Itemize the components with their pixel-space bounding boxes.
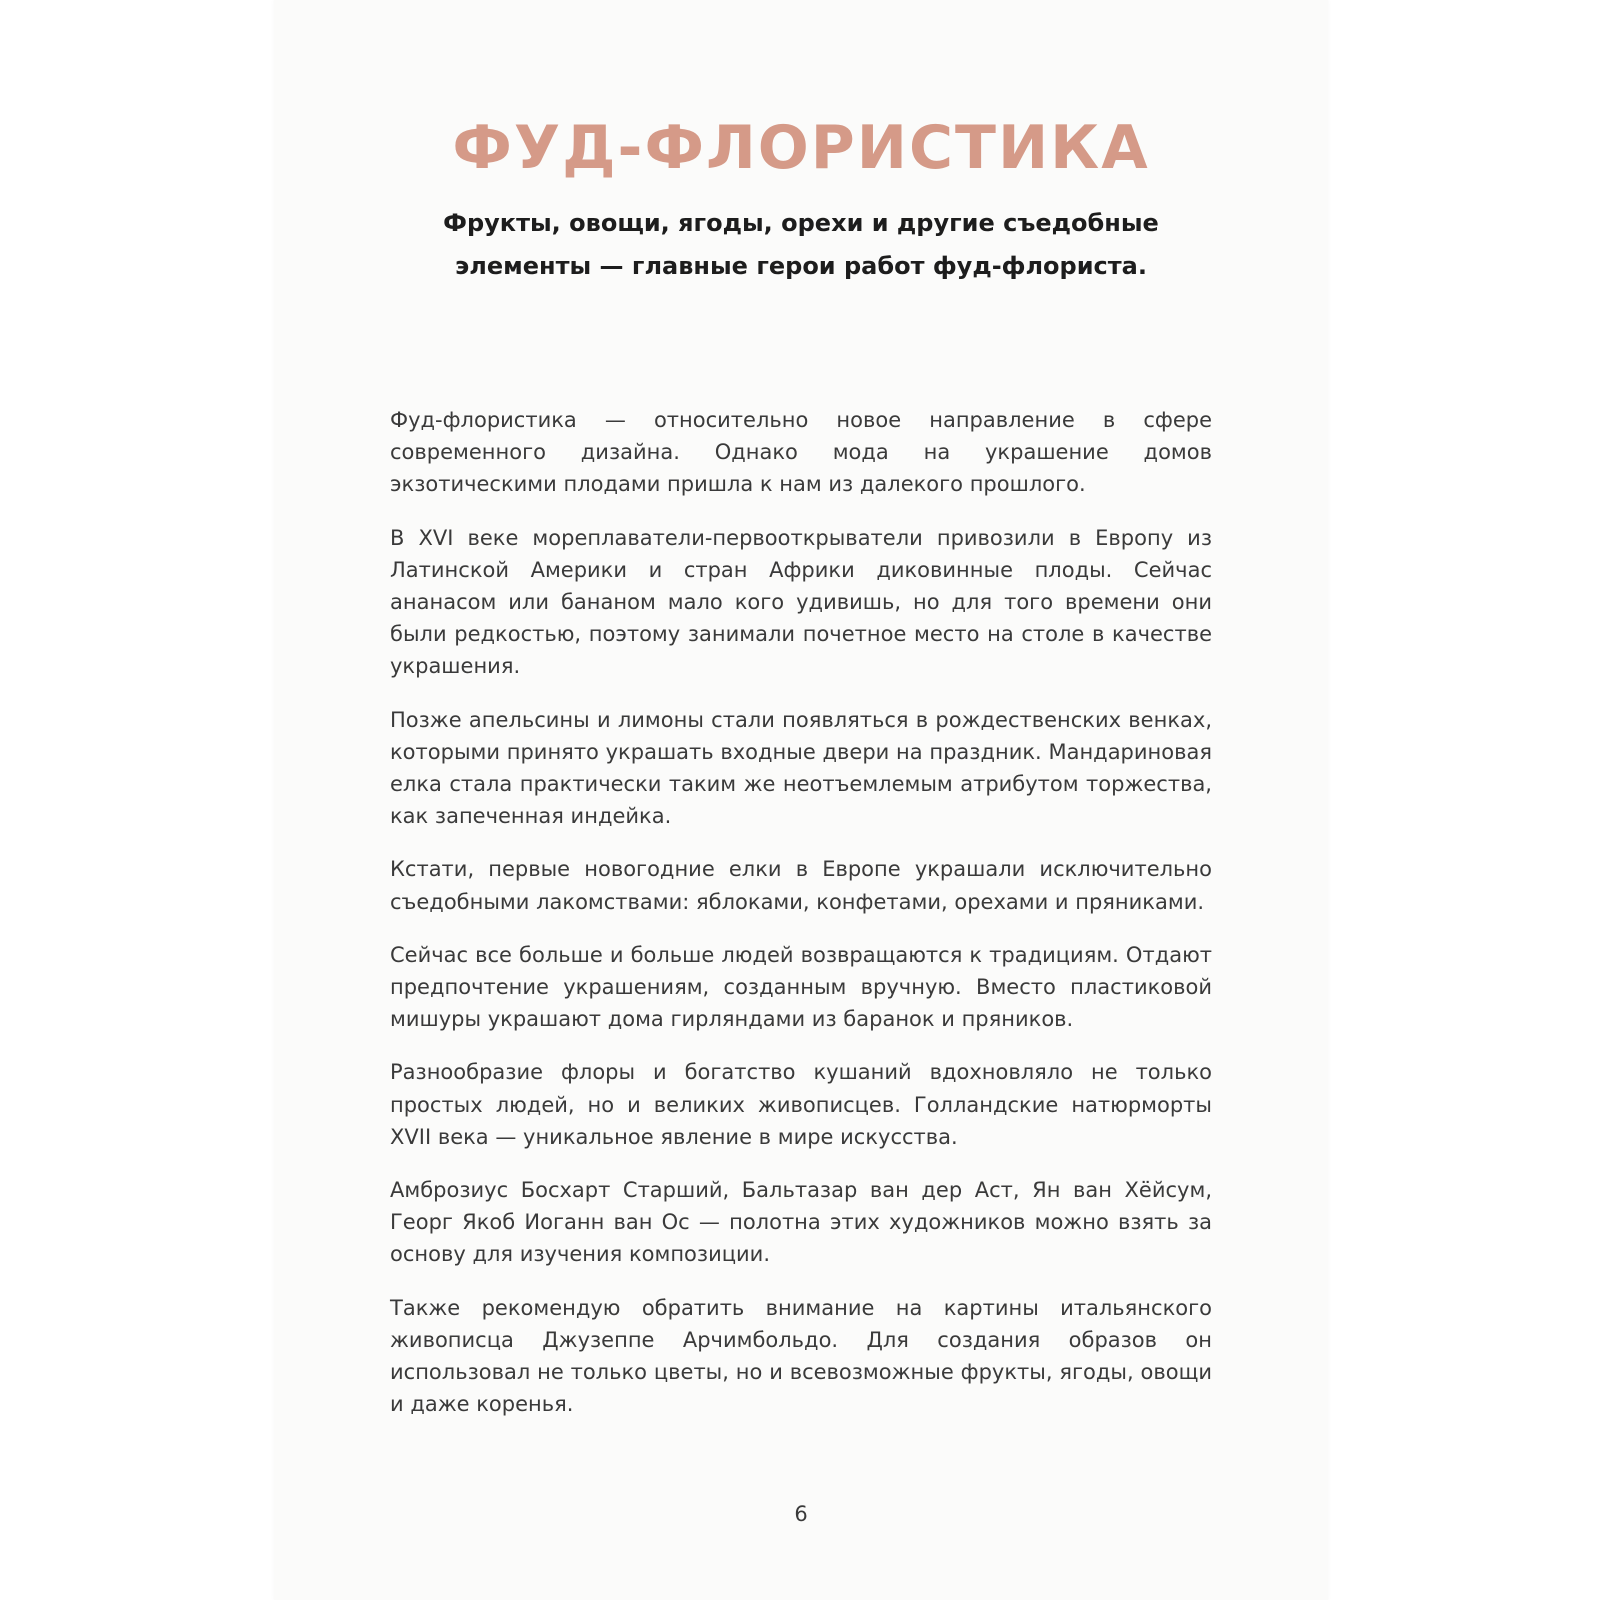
subtitle-line-2: элементы — главные герои работ фуд-флориста. — [455, 252, 1147, 280]
paragraph: Также рекомендую обратить внимание на картины итальянского живописца Джузеппе Арчимбольдо. Для создания образов он использовал не только цветы, но и всевозможные фрукты, ягоды, овощи и даже коренья. — [390, 1295, 1212, 1417]
paragraph: Фуд-флористика — относительно новое направление в сфере современного дизайна. Однако мода на украшение домов экзотическими плодами пришла к нам из далекого прошлого. — [390, 408, 1212, 497]
paragraph: Разнообразие флоры и богатство кушаний вдохновляло не только простых людей, но и великих живописцев. Голландские натюрморты XVII века — уникальное явление в мире искусства. — [390, 1060, 1212, 1149]
page-number: 6 — [794, 1502, 808, 1526]
paragraph: В XVI веке мореплаватели-первооткрыватели привозили в Европу из Латинской Америки и стран Африки диковинные плоды. Сейчас ананасом или бананом мало кого удивишь, но для того времени они были редкостью, поэтому занимали почетное место на столе в качестве украшения. — [390, 525, 1212, 679]
paragraph: Позже апельсины и лимоны стали появляться в рождественских венках, которыми принято украшать входные двери на праздник. Мандариновая елка стала практически таким же неотъемлемым атрибутом торжества, как запеченная индейка. — [390, 707, 1212, 829]
page-subtitle — [314, 202, 1288, 288]
paragraph: Амброзиус Босхарт Старший, Бальтазар ван дер Аст, Ян ван Хёйсум, Георг Якоб Иоганн ван Ос — полотна этих художников можно взять за основу для изучения композиции. — [390, 1178, 1212, 1267]
paragraph: Сейчас все больше и больше людей возвращаются к традициям. Отдают предпочтение украшениям, созданным вручную. Вместо пластиковой мишуры украшают дома гирляндами из баранок и пряников. — [390, 942, 1212, 1032]
page-title: ФУД-ФЛОРИСТИКА — [452, 113, 1150, 183]
body-text — [390, 404, 1212, 1441]
book-page — [274, 0, 1328, 1600]
subtitle-line-1: Фрукты, овощи, ягоды, орехи и другие съедобные — [443, 209, 1159, 237]
paragraph: Кстати, первые новогодние елки в Европе украшали исключительно съедобными лакомствами: яблоками, конфетами, орехами и пряниками. — [390, 857, 1212, 914]
